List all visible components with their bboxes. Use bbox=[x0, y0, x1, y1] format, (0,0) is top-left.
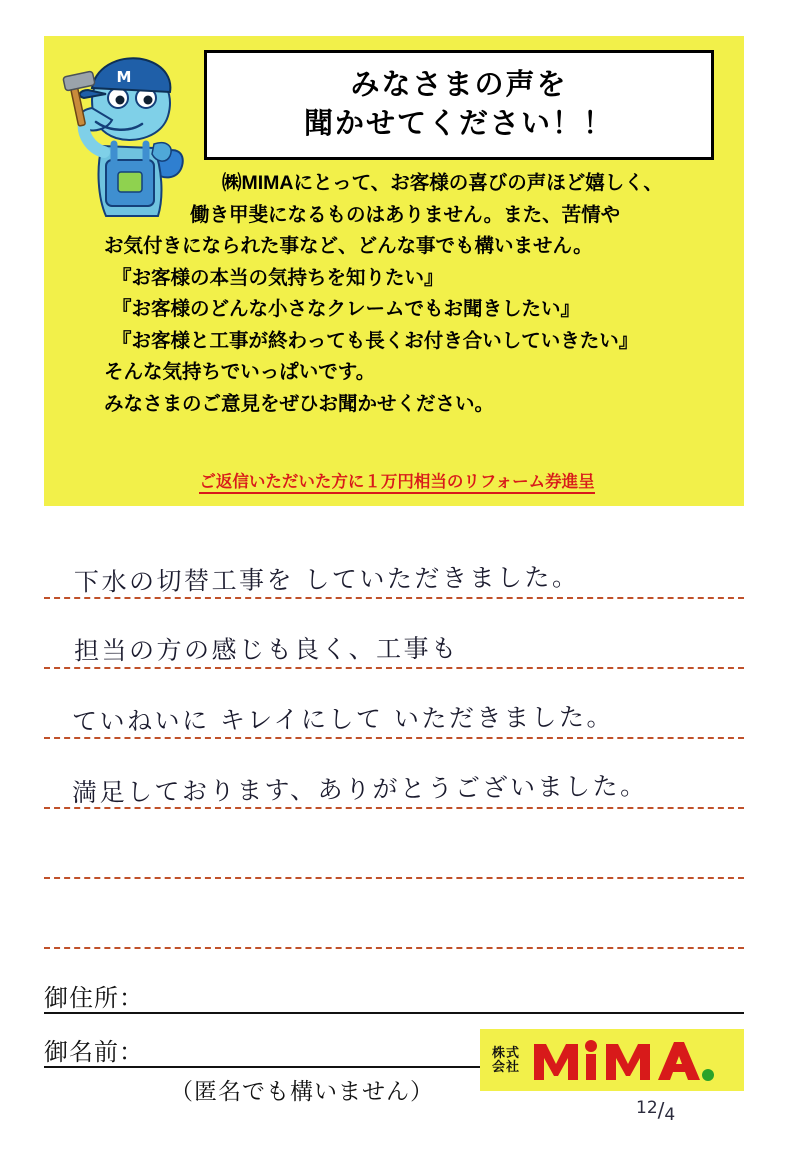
anonymous-note: （匿名でも構いません） bbox=[170, 1078, 434, 1104]
title-line-1: みなさまの声を bbox=[350, 68, 568, 101]
body-line-7: そんな気持ちでいっぱいです。 bbox=[104, 361, 376, 384]
header-panel bbox=[44, 36, 744, 506]
logo-kabushiki-text bbox=[492, 1046, 520, 1075]
reward-note bbox=[72, 468, 722, 492]
body-line-3: お気付きになられた事など、どんな事でも構いません。 bbox=[104, 235, 593, 258]
rule-line-6 bbox=[44, 947, 744, 949]
handwritten-line-1: 下水の切替工事を していただきました。 bbox=[73, 562, 580, 597]
logo-brandmark bbox=[528, 1034, 724, 1086]
title-box bbox=[204, 50, 714, 160]
address-rule bbox=[44, 1012, 744, 1014]
body-line-2: 働き甲斐になるものはありません。また、苦情や bbox=[190, 203, 621, 226]
address-field[interactable] bbox=[44, 978, 744, 1018]
rule-line-2 bbox=[44, 667, 744, 669]
address-label: 御住所： bbox=[44, 985, 144, 1012]
title-line-2: 聞かせてください！！ bbox=[303, 108, 614, 140]
body-line-6: 『お客様と工事が終わっても長くお付き合いしていきたい』 bbox=[112, 329, 639, 352]
body-line-1: ㈱MIMAにとって、お客様の喜びの声ほど嬉しく、 bbox=[222, 172, 663, 194]
reward-note-text: ご返信いただいた方に１万円相当のリフォーム券進呈 bbox=[199, 473, 594, 494]
logo-kabu-line1: 株式 bbox=[492, 1044, 521, 1060]
body-line-5: 『お客様のどんな小さなクレームでもお聞きしたい』 bbox=[112, 298, 581, 321]
handwritten-date bbox=[636, 1098, 675, 1125]
name-label: 御名前： bbox=[44, 1039, 144, 1066]
date-separator: / bbox=[657, 1098, 665, 1122]
logo-kabu-line2: 会社 bbox=[492, 1059, 521, 1074]
body-line-8: みなさまのご意見をぜひお聞かせください。 bbox=[104, 393, 495, 416]
svg-text:M: M bbox=[116, 68, 132, 86]
comment-writing-area[interactable] bbox=[44, 535, 744, 960]
company-logo bbox=[480, 1029, 744, 1091]
body-line-4: 『お客様の本当の気持ちを知りたい』 bbox=[112, 266, 444, 289]
date-numerator: 12 bbox=[636, 1098, 658, 1118]
header-body-text bbox=[72, 168, 722, 491]
handwritten-line-3: ていねいに キレイにして いただきました。 bbox=[71, 702, 615, 737]
handwritten-line-4: 満足しております、ありがとうございました。 bbox=[71, 771, 648, 808]
date-denominator: 4 bbox=[664, 1105, 676, 1125]
rule-line-5 bbox=[44, 877, 744, 879]
handwritten-line-2: 担当の方の感じも良く、工事も bbox=[73, 633, 459, 666]
